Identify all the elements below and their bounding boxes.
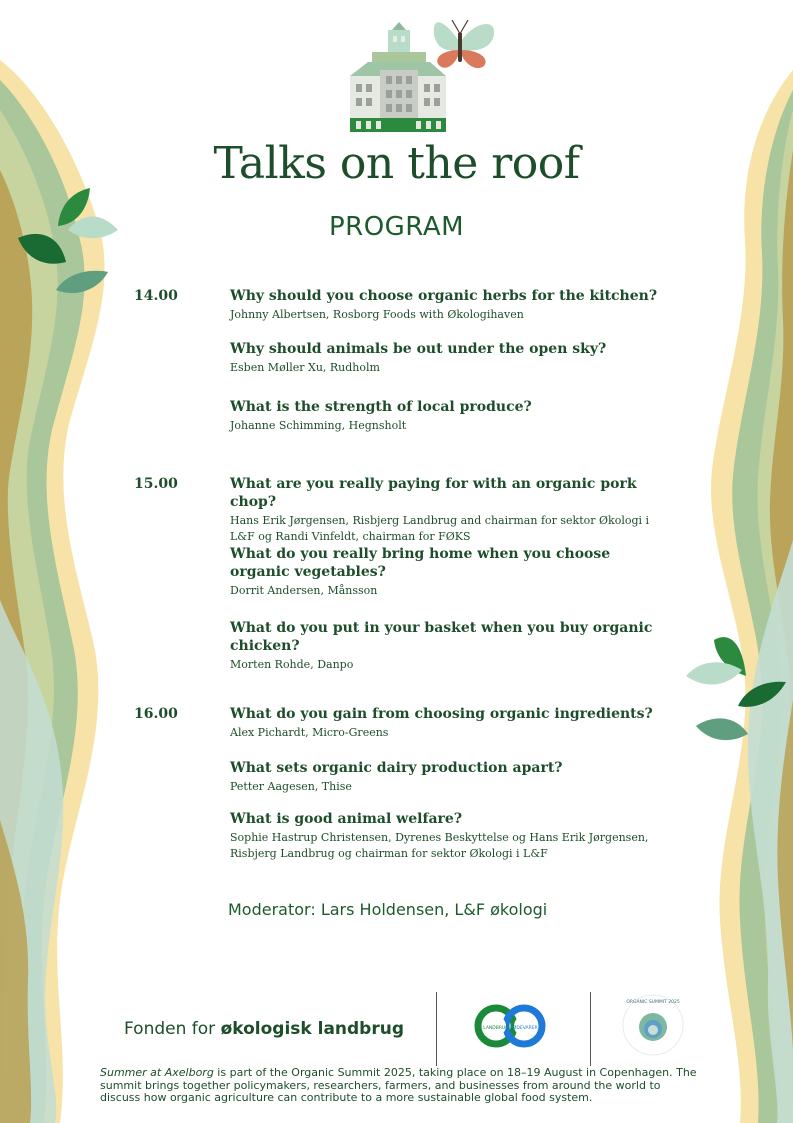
talk-question: What do you put in your basket when you buy organic chicken? bbox=[230, 620, 653, 654]
talk-item bbox=[230, 810, 660, 862]
organic-summit-logo bbox=[620, 992, 686, 1058]
talk-speakers: Johnny Albertsen, Rosborg Foods with Økologihaven bbox=[230, 308, 524, 321]
talk-question: What is good animal welfare? bbox=[230, 811, 463, 827]
talk-item bbox=[230, 619, 660, 673]
fonden-logo-prefix: Fonden for bbox=[124, 1019, 216, 1039]
talk-question: What are you really paying for with an organic pork chop? bbox=[230, 476, 637, 510]
butterfly-illustration bbox=[434, 20, 494, 68]
talk-item bbox=[230, 475, 660, 545]
talk-question: What is the strength of local produce? bbox=[230, 399, 532, 415]
talk-speakers: Morten Rohde, Danpo bbox=[230, 658, 354, 671]
page-title: Talks on the roof bbox=[213, 138, 580, 189]
talk-speakers: Dorrit Andersen, Månsson bbox=[230, 584, 378, 597]
session-time: 15.00 bbox=[134, 476, 178, 492]
fonden-logo bbox=[124, 1019, 404, 1039]
talk-speakers: Petter Aagesen, Thise bbox=[230, 780, 352, 793]
talk-speakers: Esben Møller Xu, Rudholm bbox=[230, 361, 380, 374]
footer-text: is part of the Organic Summit 2025, taking place on 18–19 August in Copenhagen. The summit brings together policymakers, researchers, farmers, and businesses from around the world to discuss how organic agriculture can contribute to a more sustainable global food system. bbox=[100, 1066, 697, 1104]
logo-divider bbox=[436, 992, 437, 1066]
logo-divider bbox=[590, 992, 591, 1066]
talk-item bbox=[230, 340, 660, 376]
talk-question: What do you gain from choosing organic ingredients? bbox=[230, 706, 653, 722]
talk-speakers: Hans Erik Jørgensen, Risbjerg Landbrug and chairman for sektor Økologi i L&F og Randi Vinfeldt, chairman for FØKS bbox=[230, 514, 650, 543]
talk-item bbox=[230, 287, 660, 323]
summit-text: ORGANIC SUMMIT 2025 bbox=[626, 1000, 680, 1005]
talk-question: What do you really bring home when you choose organic vegetables? bbox=[230, 546, 611, 580]
session-time: 16.00 bbox=[134, 706, 178, 722]
talk-question: What sets organic dairy production apart? bbox=[230, 760, 563, 776]
session-time: 14.00 bbox=[134, 288, 178, 304]
talk-item bbox=[230, 759, 660, 795]
talk-item bbox=[230, 398, 660, 434]
program-heading: PROGRAM bbox=[328, 212, 465, 242]
fonden-logo-bold: økologisk landbrug bbox=[220, 1019, 405, 1039]
talk-question: Why should you choose organic herbs for the kitchen? bbox=[230, 288, 658, 304]
talk-speakers: Alex Pichardt, Micro-Greens bbox=[230, 726, 389, 739]
talk-question: Why should animals be out under the open sky? bbox=[230, 341, 607, 357]
landbrug-foedevarer-logo bbox=[474, 1004, 546, 1048]
footer-italic: Summer at Axelborg bbox=[100, 1066, 214, 1079]
footer-note bbox=[100, 1067, 700, 1105]
talk-speakers: Johanne Schimming, Hegnsholt bbox=[230, 419, 407, 432]
talk-item bbox=[230, 705, 660, 741]
foedevarer-text: FØDEVARER bbox=[510, 1026, 538, 1031]
talk-item bbox=[230, 545, 660, 599]
landbrug-text: LANDBRUG bbox=[483, 1026, 509, 1031]
talk-speakers: Sophie Hastrup Christensen, Dyrenes Beskyttelse og Hans Erik Jørgensen, Risbjerg Landbrug og chairman for sektor Økologi i L&F bbox=[230, 831, 649, 860]
moderator-line: Moderator: Lars Holdensen, L&F økologi bbox=[228, 900, 548, 919]
axelborg-building-illustration bbox=[350, 22, 446, 132]
